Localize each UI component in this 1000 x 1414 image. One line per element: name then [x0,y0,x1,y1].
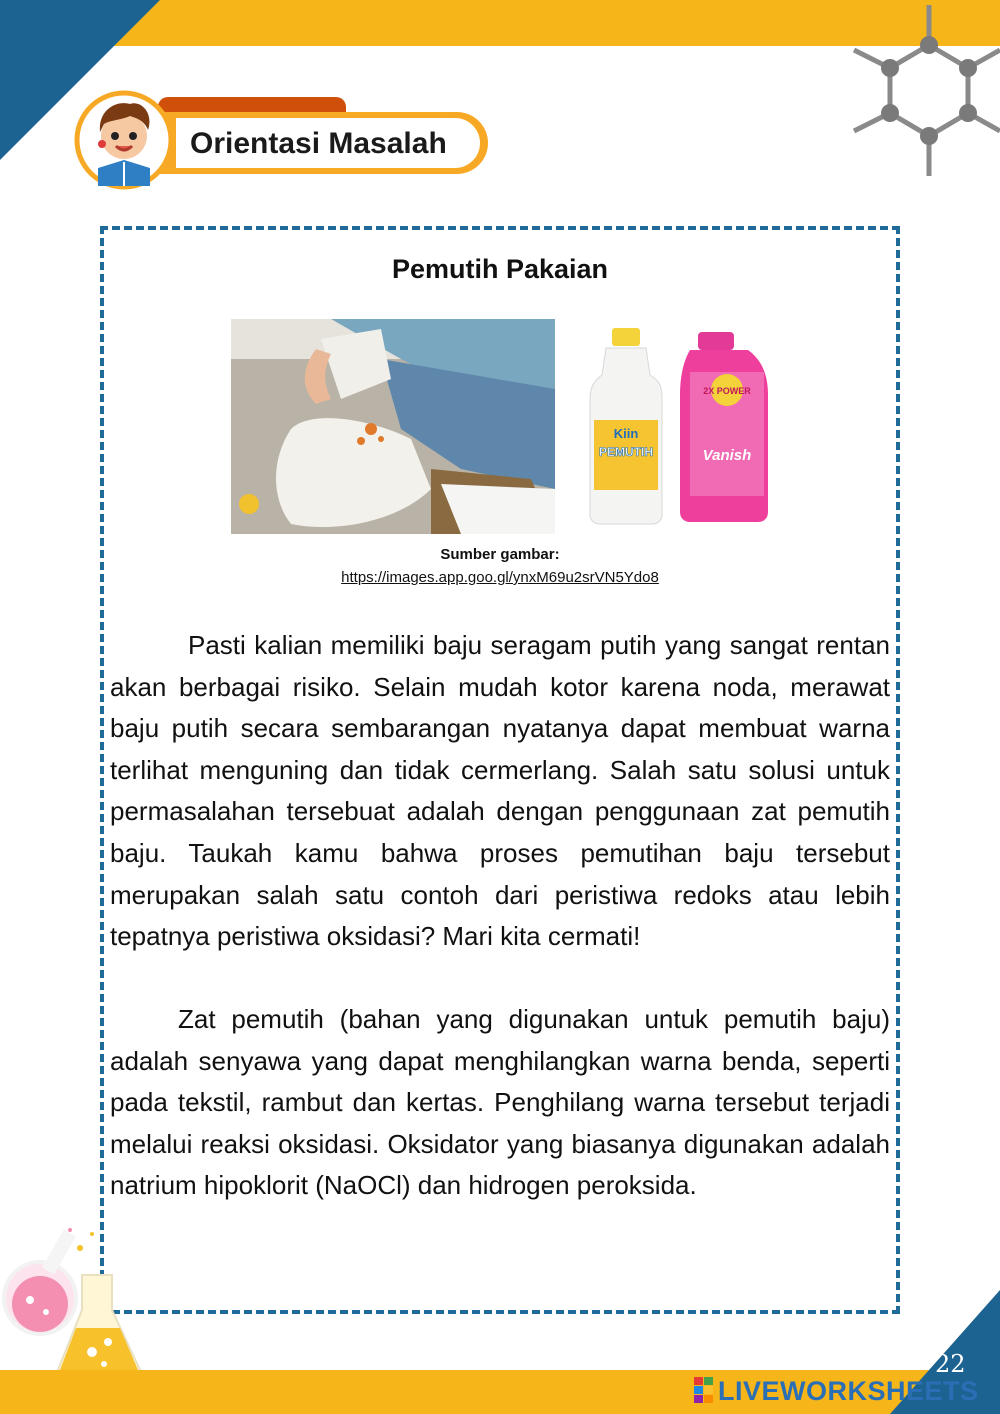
liveworksheets-logo-icon [694,1377,714,1403]
liveworksheets-watermark[interactable]: LIVEWORKSHEETS [718,1376,979,1406]
bottle2-brand-label: Vanish [702,447,752,464]
molecule-hexagon-icon [850,0,1000,180]
bottle2-badge-label: 2X POWER [703,386,751,396]
paragraph-1: Pasti kalian memiliki baju seragam putih yang sangat rentan akan berbagai risiko. Selain mudah kotor karena noda, merawat baju putih secara sembarangan nyatanya dapat membuat warna terlihat menguning dan tidak cermerlang. Salah satu solusi untuk permasalahan tersebuat adalah dengan penggunaan zat pemutih baju. Taukah kamu bahwa proses pemutihan baju tersebut merupakan salah satu contoh dari peristiwa redoks atau lebih tepatnya peristiwa oksidasi? Mari kita cermati! [110,630,890,952]
image-source-link[interactable]: https://images.app.goo.gl/ynxM69u2srVN5Ydo8 [341,569,659,586]
page-number: 22 [935,1350,966,1378]
bleach-pouring-photo [231,319,555,534]
bottle1-brand-label: Kiin [613,426,639,441]
bleach-products-image [580,320,780,530]
bottle1-name-label: PEMUTIH [599,445,653,459]
image-source-label: Sumber gambar: [440,546,560,563]
chemistry-flasks-icon [0,1220,160,1390]
article-title: Pemutih Pakaian [391,254,609,284]
student-reading-avatar-icon [74,90,174,190]
paragraph-2: Zat pemutih (bahan yang digunakan untuk pemutih baju) adalah senyawa yang dapat menghilangkan warna benda, seperti pada tekstil, rambut dan kertas. Penghilang warna tersebut terjadi melalui reaksi oksidasi. Oksidator yang biasanya digunakan adalah natrium hipoklorit (NaOCl) dan hidrogen peroksida. [110,1004,890,1201]
section-title: Orientasi Masalah [190,127,447,160]
